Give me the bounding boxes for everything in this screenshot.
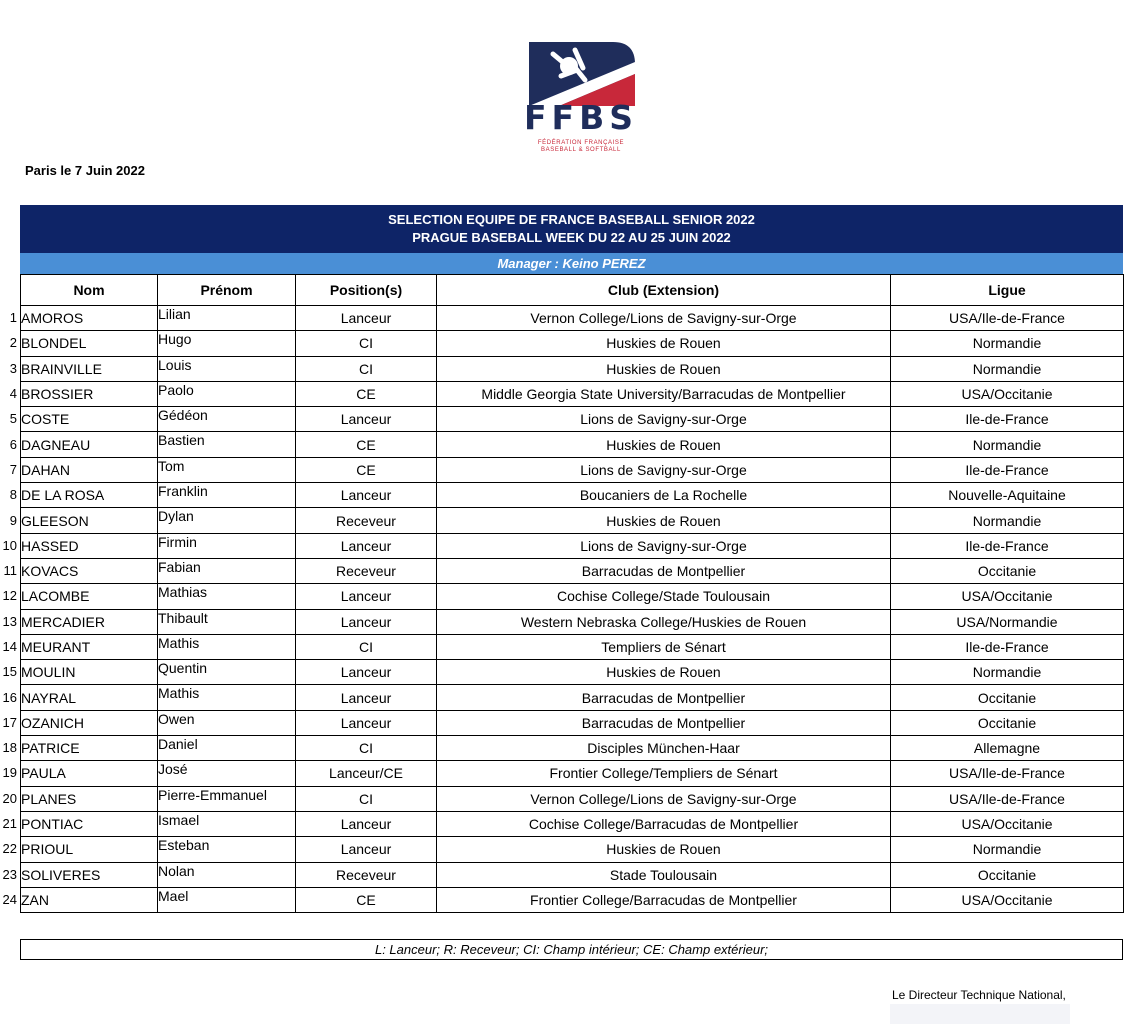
player-position: Lanceur xyxy=(296,407,437,432)
player-position: Lanceur xyxy=(296,306,437,331)
table-row xyxy=(21,761,1124,786)
roster-body xyxy=(21,306,1124,913)
player-club: Huskies de Rouen xyxy=(437,331,891,356)
player-league: USA/Occitanie xyxy=(891,887,1124,912)
player-club: Barracudas de Montpellier xyxy=(437,710,891,735)
table-row xyxy=(21,609,1124,634)
player-last-name: PONTIAC xyxy=(21,811,158,836)
player-last-name: OZANICH xyxy=(21,710,158,735)
player-last-name: COSTE xyxy=(21,407,158,432)
manager-band: Manager : Keino PEREZ xyxy=(20,253,1123,274)
player-last-name: BROSSIER xyxy=(21,381,158,406)
player-position: CE xyxy=(296,381,437,406)
signature-label: Le Directeur Technique National, xyxy=(892,988,1066,1002)
player-club: Huskies de Rouen xyxy=(437,432,891,457)
row-number: 7 xyxy=(9,461,17,477)
row-number: 6 xyxy=(9,436,17,452)
player-club: Stade Toulousain xyxy=(437,862,891,887)
player-position: Lanceur/CE xyxy=(296,761,437,786)
table-row xyxy=(21,483,1124,508)
row-number: 18 xyxy=(2,740,17,756)
document-date: Paris le 7 Juin 2022 xyxy=(25,163,145,178)
row-number: 14 xyxy=(2,639,17,654)
player-last-name: BRAINVILLE xyxy=(21,356,158,381)
table-row xyxy=(21,736,1124,761)
player-position: CI xyxy=(296,786,437,811)
player-last-name: MERCADIER xyxy=(21,609,158,634)
row-number: 8 xyxy=(9,487,17,503)
title-line1: SELECTION EQUIPE DE FRANCE BASEBALL SENIOR 2022 xyxy=(388,212,755,227)
logo-subtitle-line1: FÉDÉRATION FRANÇAISE xyxy=(537,140,625,146)
table-row xyxy=(21,558,1124,583)
player-first-name: Pierre-Emmanuel xyxy=(158,786,296,811)
row-number: 3 xyxy=(9,360,17,376)
player-position: CE xyxy=(296,457,437,482)
player-league: Normandie xyxy=(891,331,1124,356)
player-league: USA/Occitanie xyxy=(891,584,1124,609)
ffbs-logo xyxy=(523,40,639,158)
player-first-name: Ismael xyxy=(158,811,296,836)
player-last-name: LACOMBE xyxy=(21,584,158,609)
player-club: Barracudas de Montpellier xyxy=(437,558,891,583)
row-number: 2 xyxy=(9,335,17,351)
table-row xyxy=(21,786,1124,811)
row-number: 22 xyxy=(2,841,17,857)
player-position: Lanceur xyxy=(296,710,437,735)
roster-table xyxy=(20,274,1124,913)
player-club: Lions de Savigny-sur-Orge xyxy=(437,407,891,432)
player-last-name: BLONDEL xyxy=(21,331,158,356)
table-row xyxy=(21,811,1124,836)
row-number: 17 xyxy=(2,714,17,730)
player-position: Lanceur xyxy=(296,584,437,609)
row-number: 4 xyxy=(9,386,17,402)
player-club: Boucaniers de La Rochelle xyxy=(437,483,891,508)
table-row xyxy=(21,862,1124,887)
player-first-name: Firmin xyxy=(158,533,296,558)
player-last-name: MOULIN xyxy=(21,660,158,685)
player-first-name: Franklin xyxy=(158,483,296,508)
row-number: 21 xyxy=(2,816,17,832)
table-row xyxy=(21,660,1124,685)
table-row xyxy=(21,710,1124,735)
player-position: Receveur xyxy=(296,558,437,583)
player-position: Lanceur xyxy=(296,483,437,508)
player-first-name: Paolo xyxy=(158,381,296,406)
player-last-name: SOLIVERES xyxy=(21,862,158,887)
player-last-name: HASSED xyxy=(21,533,158,558)
player-first-name: Gédéon xyxy=(158,407,296,432)
player-club: Templiers de Sénart xyxy=(437,634,891,659)
table-row xyxy=(21,584,1124,609)
player-club: Barracudas de Montpellier xyxy=(437,685,891,710)
player-last-name: PAULA xyxy=(21,761,158,786)
position-legend: L: Lanceur; R: Receveur; CI: Champ intérieur; CE: Champ extérieur; xyxy=(20,939,1123,960)
column-header-ligue: Ligue xyxy=(891,275,1124,306)
row-number: 24 xyxy=(2,891,17,907)
player-last-name: PATRICE xyxy=(21,736,158,761)
player-league: Ile-de-France xyxy=(891,407,1124,432)
column-header-club: Club (Extension) xyxy=(437,275,891,306)
player-club: Huskies de Rouen xyxy=(437,837,891,862)
player-first-name: Thibault xyxy=(158,609,296,634)
player-league: Occitanie xyxy=(891,685,1124,710)
table-row xyxy=(21,634,1124,659)
player-first-name: Nolan xyxy=(158,862,296,887)
table-row xyxy=(21,837,1124,862)
table-row xyxy=(21,407,1124,432)
player-league: USA/Ile-de-France xyxy=(891,306,1124,331)
table-row xyxy=(21,533,1124,558)
logo-subtitle-line2: BASEBALL & SOFTBALL xyxy=(541,147,621,153)
logo-acronym: FFBS xyxy=(523,98,638,137)
player-last-name: NAYRAL xyxy=(21,685,158,710)
player-position: Receveur xyxy=(296,862,437,887)
player-position: Lanceur xyxy=(296,660,437,685)
player-club: Western Nebraska College/Huskies de Rouen xyxy=(437,609,891,634)
row-number: 23 xyxy=(2,866,17,882)
player-league: USA/Occitanie xyxy=(891,381,1124,406)
player-first-name: Hugo xyxy=(158,331,296,356)
table-row xyxy=(21,887,1124,912)
row-number: 15 xyxy=(2,664,17,680)
title-band xyxy=(20,205,1123,253)
table-row xyxy=(21,685,1124,710)
player-club: Frontier College/Barracudas de Montpellier xyxy=(437,887,891,912)
player-club: Lions de Savigny-sur-Orge xyxy=(437,457,891,482)
row-number: 9 xyxy=(9,512,17,528)
player-last-name: DAGNEAU xyxy=(21,432,158,457)
player-position: CI xyxy=(296,331,437,356)
player-first-name: José xyxy=(158,761,296,786)
player-league: Normandie xyxy=(891,837,1124,862)
player-position: Receveur xyxy=(296,508,437,533)
player-last-name: MEURANT xyxy=(21,634,158,659)
player-last-name: DE LA ROSA xyxy=(21,483,158,508)
row-number: 19 xyxy=(2,765,17,781)
player-first-name: Owen xyxy=(158,710,296,735)
table-row xyxy=(21,331,1124,356)
row-number: 5 xyxy=(9,411,17,427)
player-first-name: Esteban xyxy=(158,837,296,862)
player-position: Lanceur xyxy=(296,685,437,710)
row-number: 20 xyxy=(2,790,17,806)
table-row xyxy=(21,356,1124,381)
player-league: Occitanie xyxy=(891,862,1124,887)
player-league: Ile-de-France xyxy=(891,533,1124,558)
row-number: 1 xyxy=(9,310,17,326)
table-row xyxy=(21,381,1124,406)
player-last-name: PRIOUL xyxy=(21,837,158,862)
player-position: Lanceur xyxy=(296,609,437,634)
player-position: CE xyxy=(296,432,437,457)
player-last-name: PLANES xyxy=(21,786,158,811)
player-first-name: Mathis xyxy=(158,685,296,710)
player-league: Normandie xyxy=(891,660,1124,685)
player-position: CI xyxy=(296,356,437,381)
row-number: 12 xyxy=(2,588,17,604)
player-first-name: Dylan xyxy=(158,508,296,533)
player-league: Occitanie xyxy=(891,710,1124,735)
player-last-name: KOVACS xyxy=(21,558,158,583)
player-position: CE xyxy=(296,887,437,912)
player-club: Middle Georgia State University/Barracudas de Montpellier xyxy=(437,381,891,406)
ffbs-logo-mark-icon xyxy=(525,40,637,106)
player-position: Lanceur xyxy=(296,533,437,558)
player-league: USA/Ile-de-France xyxy=(891,786,1124,811)
player-league: USA/Occitanie xyxy=(891,811,1124,836)
player-last-name: ZAN xyxy=(21,887,158,912)
row-number: 10 xyxy=(2,537,17,553)
row-number: 16 xyxy=(2,689,17,705)
player-league: Ile-de-France xyxy=(891,457,1124,482)
player-league: Ile-de-France xyxy=(891,634,1124,659)
table-row xyxy=(21,508,1124,533)
player-club: Vernon College/Lions de Savigny-sur-Orge xyxy=(437,306,891,331)
player-club: Vernon College/Lions de Savigny-sur-Orge xyxy=(437,786,891,811)
player-league: USA/Normandie xyxy=(891,609,1124,634)
table-row xyxy=(21,432,1124,457)
signature-area xyxy=(890,1004,1070,1024)
player-first-name: Daniel xyxy=(158,736,296,761)
player-last-name: GLEESON xyxy=(21,508,158,533)
player-last-name: DAHAN xyxy=(21,457,158,482)
row-number: 13 xyxy=(2,613,17,629)
player-first-name: Mael xyxy=(158,887,296,912)
player-first-name: Quentin xyxy=(158,660,296,685)
roster-sheet xyxy=(20,205,1123,913)
player-club: Lions de Savigny-sur-Orge xyxy=(437,533,891,558)
player-club: Huskies de Rouen xyxy=(437,508,891,533)
player-club: Huskies de Rouen xyxy=(437,660,891,685)
player-league: Normandie xyxy=(891,432,1124,457)
title-line2: PRAGUE BASEBALL WEEK DU 22 AU 25 JUIN 2022 xyxy=(412,230,731,245)
player-position: Lanceur xyxy=(296,837,437,862)
player-league: Normandie xyxy=(891,356,1124,381)
player-position: CI xyxy=(296,634,437,659)
player-club: Frontier College/Templiers de Sénart xyxy=(437,761,891,786)
table-row xyxy=(21,457,1124,482)
player-club: Cochise College/Stade Toulousain xyxy=(437,584,891,609)
player-first-name: Bastien xyxy=(158,432,296,457)
player-first-name: Fabian xyxy=(158,558,296,583)
player-league: USA/Ile-de-France xyxy=(891,761,1124,786)
table-row xyxy=(21,306,1124,331)
player-league: Occitanie xyxy=(891,558,1124,583)
player-position: CI xyxy=(296,736,437,761)
player-club: Cochise College/Barracudas de Montpellier xyxy=(437,811,891,836)
player-last-name: AMOROS xyxy=(21,306,158,331)
player-first-name: Mathias xyxy=(158,584,296,609)
player-club: Huskies de Rouen xyxy=(437,356,891,381)
column-header-nom: Nom xyxy=(21,275,158,306)
row-number: 11 xyxy=(3,563,17,579)
player-league: Allemagne xyxy=(891,736,1124,761)
player-first-name: Lilian xyxy=(158,306,296,331)
player-league: Normandie xyxy=(891,508,1124,533)
header-row xyxy=(21,275,1124,306)
player-first-name: Mathis xyxy=(158,634,296,659)
column-header-prenom: Prénom xyxy=(158,275,296,306)
column-header-position: Position(s) xyxy=(296,275,437,306)
player-club: Disciples München-Haar xyxy=(437,736,891,761)
player-league: Nouvelle-Aquitaine xyxy=(891,483,1124,508)
player-first-name: Tom xyxy=(158,457,296,482)
player-position: Lanceur xyxy=(296,811,437,836)
player-first-name: Louis xyxy=(158,356,296,381)
